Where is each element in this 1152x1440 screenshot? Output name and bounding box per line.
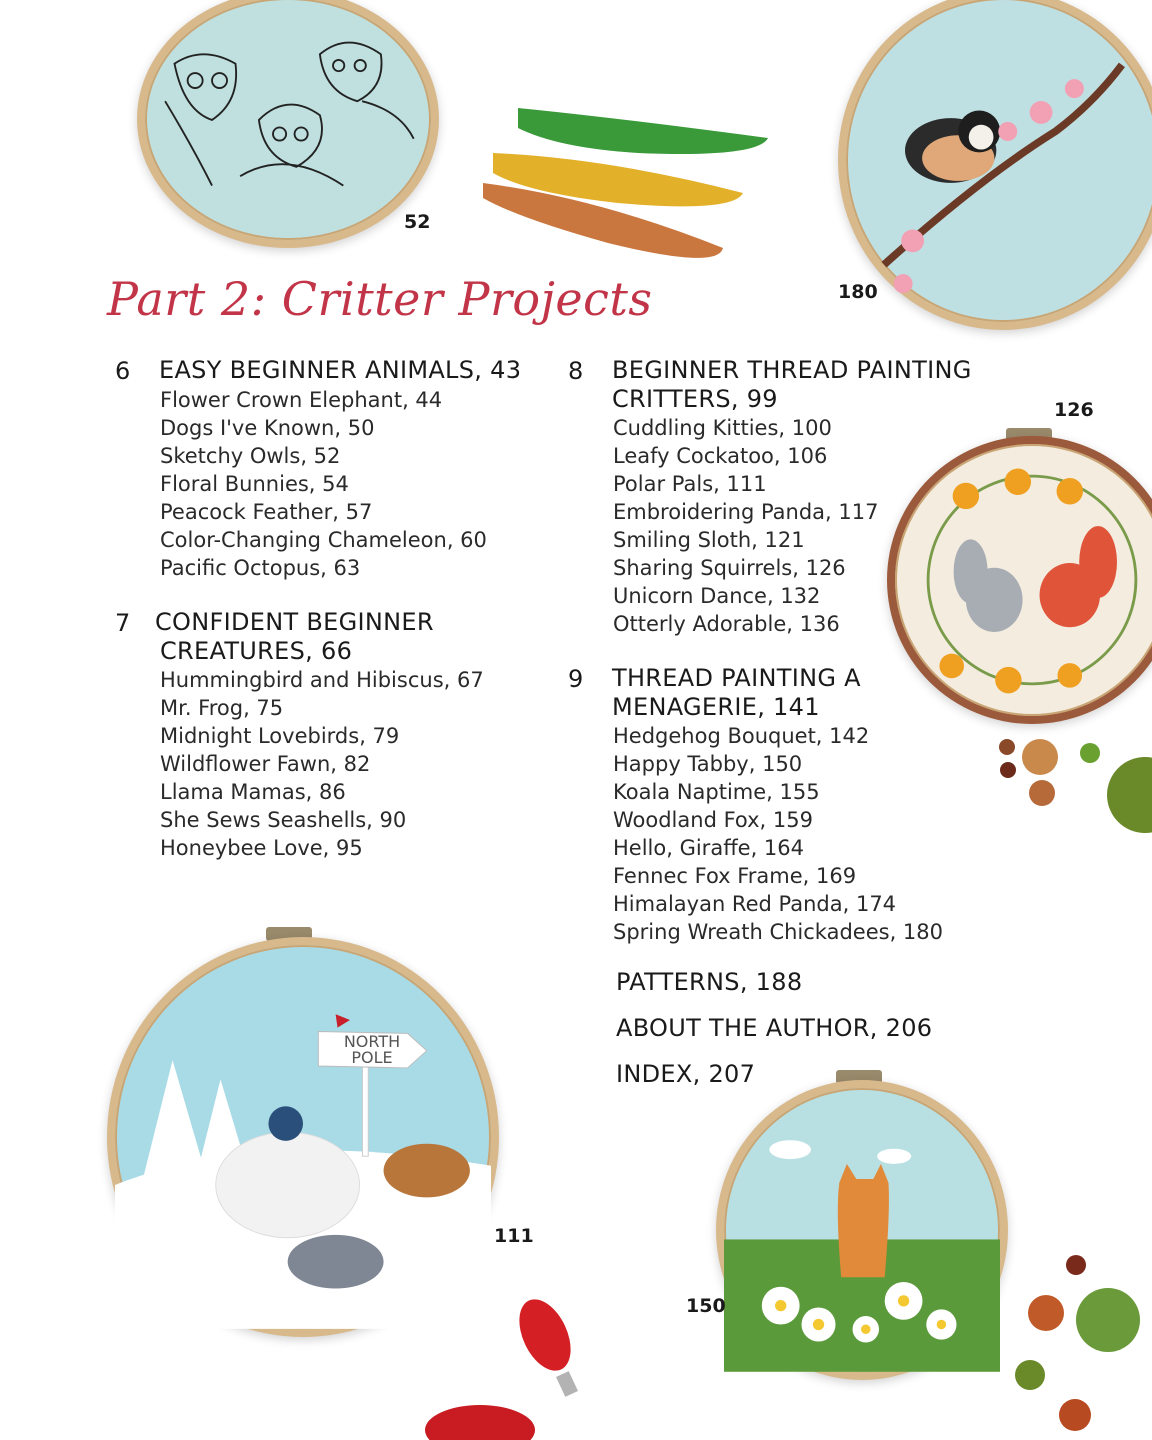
sign-line: NORTH (343, 1032, 401, 1051)
chickadee-hoop-photo (838, 0, 1152, 330)
chapter-8-number: 8 (568, 357, 584, 385)
toc-entry[interactable]: Pacific Octopus, 63 (160, 556, 361, 580)
chapter-6-heading-line: EASY BEGINNER ANIMALS, 43 (159, 356, 522, 384)
toc-entry[interactable]: Mr. Frog, 75 (160, 696, 284, 720)
buttons-icon (1000, 1255, 1152, 1440)
toc-entry[interactable]: Unicorn Dance, 132 (613, 584, 821, 608)
chickadee-page-number: 180 (838, 281, 878, 303)
toc-entry[interactable]: Llama Mamas, 86 (160, 780, 346, 804)
owls-embroidery-icon (145, 0, 431, 240)
toc-entry[interactable]: Peacock Feather, 57 (160, 500, 373, 524)
toc-entry[interactable]: Honeybee Love, 95 (160, 836, 363, 860)
toc-patterns[interactable]: PATTERNS, 188 (616, 968, 803, 996)
toc-entry[interactable]: Embroidering Panda, 117 (613, 500, 879, 524)
toc-entry[interactable]: Midnight Lovebirds, 79 (160, 724, 400, 748)
tabby-embroidery-icon (724, 1088, 1000, 1372)
tabby-page-number: 150 (686, 1295, 726, 1317)
chapter-8-heading-line: BEGINNER THREAD PAINTING (612, 356, 972, 384)
toc-entry[interactable]: Woodland Fox, 159 (613, 808, 813, 832)
owls-page-number: 52 (404, 211, 431, 233)
squirrels-page-number: 126 (1054, 399, 1094, 421)
toc-entry[interactable]: Color-Changing Chameleon, 60 (160, 528, 487, 552)
owls-hoop-photo (137, 0, 439, 248)
chickadee-embroidery-icon (846, 0, 1152, 322)
toc-entry[interactable]: Himalayan Red Panda, 174 (613, 892, 897, 916)
chapter-7-entries (160, 666, 484, 862)
chapter-9-entries (613, 722, 943, 946)
toc-entry[interactable]: Spring Wreath Chickadees, 180 (613, 920, 944, 944)
chapter-6-number: 6 (115, 357, 131, 385)
toc-entry[interactable]: Happy Tabby, 150 (613, 752, 803, 776)
toc-entry[interactable]: Koala Naptime, 155 (613, 780, 820, 804)
north-pole-page-number: 111 (494, 1225, 534, 1247)
chapter-6-heading (159, 356, 521, 385)
chapter-8-entries (613, 414, 878, 638)
chapter-9-heading (612, 664, 861, 722)
toc-entry[interactable]: Polar Pals, 111 (613, 472, 767, 496)
chapter-8-heading-line: CRITTERS, 99 (612, 385, 778, 413)
toc-entry[interactable]: Sketchy Owls, 52 (160, 444, 341, 468)
toc-entry[interactable]: Hello, Giraffe, 164 (613, 836, 805, 860)
embroidery-floss-icon (478, 98, 783, 276)
chapter-7-heading-line: CREATURES, 66 (160, 637, 353, 665)
north-pole-embroidery-icon (115, 945, 491, 1329)
toc-entry[interactable]: Fennec Fox Frame, 169 (613, 864, 857, 888)
chapter-7-number: 7 (115, 609, 131, 637)
toc-entry[interactable]: Otterly Adorable, 136 (613, 612, 840, 636)
north-pole-sign-text (327, 1034, 417, 1066)
chapter-9-heading-line: MENAGERIE, 141 (612, 693, 820, 721)
toc-entry[interactable]: Hummingbird and Hibiscus, 67 (160, 668, 484, 692)
buttons-icon (990, 735, 1152, 845)
toc-entry[interactable]: Hedgehog Bouquet, 142 (613, 724, 870, 748)
chapter-7-heading (155, 608, 434, 666)
toc-entry[interactable]: Floral Bunnies, 54 (160, 472, 349, 496)
chapter-7-heading-line: CONFIDENT BEGINNER (155, 608, 434, 636)
toc-about-author[interactable]: ABOUT THE AUTHOR, 206 (616, 1014, 933, 1042)
toc-entry[interactable]: Flower Crown Elephant, 44 (160, 388, 443, 412)
chapter-6-entries (160, 386, 487, 582)
squirrels-embroidery-icon (895, 444, 1152, 716)
toc-entry[interactable]: Wildflower Fawn, 82 (160, 752, 371, 776)
toc-entry[interactable]: Dogs I've Known, 50 (160, 416, 375, 440)
part-title: Part 2: Critter Projects (107, 272, 653, 326)
north-pole-hoop-photo (107, 937, 499, 1337)
toc-entry[interactable]: She Sews Seashells, 90 (160, 808, 407, 832)
tabby-hoop-photo (716, 1080, 1008, 1380)
toc-entry[interactable]: Sharing Squirrels, 126 (613, 556, 846, 580)
chapter-9-number: 9 (568, 665, 584, 693)
toc-entry[interactable]: Cuddling Kitties, 100 (613, 416, 832, 440)
christmas-bulb-icon (420, 1295, 590, 1440)
chapter-9-heading-line: THREAD PAINTING A (612, 664, 861, 692)
toc-entry[interactable]: Smiling Sloth, 121 (613, 528, 805, 552)
squirrels-hoop-photo (887, 436, 1152, 724)
sign-line: POLE (351, 1048, 393, 1067)
chapter-8-heading (612, 356, 972, 414)
toc-entry[interactable]: Leafy Cockatoo, 106 (613, 444, 828, 468)
toc-index[interactable]: INDEX, 207 (616, 1060, 756, 1088)
